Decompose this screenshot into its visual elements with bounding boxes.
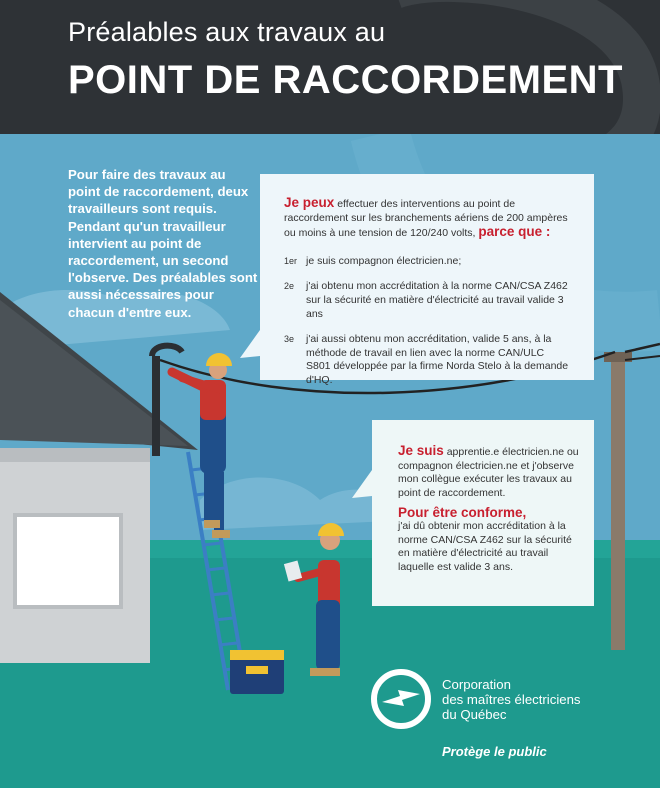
box2-text1: apprentie.e électricien.ne ou compagnon électricien.ne et j'observe mon collègue exécuter les travaux au point de raccordement.: [398, 446, 579, 499]
logo-line-2: des maîtres électriciens: [442, 692, 581, 707]
box1-lead: [284, 196, 570, 241]
list-item-text: j'ai obtenu mon accréditation à la norme CAN/CSA Z462 sur la sécurité en matière d'électricité au travail valide 3 ans: [306, 280, 568, 320]
speech-box-compagnon: [260, 174, 594, 386]
list-item-number: 3e: [284, 334, 295, 345]
tagline: Protège le public: [442, 744, 547, 759]
box2-accent1: Je suis: [398, 443, 444, 458]
logo-line-1: Corporation: [442, 677, 511, 692]
list-item: [284, 333, 570, 387]
list-item-number: 2e: [284, 281, 295, 292]
title-top: Préalables aux travaux au: [68, 17, 386, 47]
speech-box-apprenti: [372, 420, 594, 606]
box2-p1: [398, 444, 584, 500]
cmeq-logo-icon: [370, 668, 432, 730]
box2-text2: j'ai dû obtenir mon accréditation à la norme CAN/CSA Z462 sur la sécurité en matière d'électricité au travail laquelle est valide 3 ans.: [398, 519, 572, 573]
box1-lead-text: effectuer des interventions au point de raccordement sur les branchements aériens de 200 ampères ou moins à une tension de 120/240 volts,: [284, 198, 568, 240]
box1-list: [284, 255, 570, 388]
box2-accent2: Pour être conforme,: [398, 505, 527, 521]
list-item: [284, 280, 570, 321]
list-item-text: j'ai aussi obtenu mon accréditation, valide 5 ans, à la méthode de travail en lien avec la norme CAN/ULC S801 développée par la firme Norda Stelo à la demande d'HQ.: [306, 333, 569, 386]
speech-tail-2: [352, 470, 376, 500]
list-item-text: je suis compagnon électricien.ne;: [306, 254, 462, 267]
logo-text: [442, 677, 581, 722]
list-item-number: 1er: [284, 255, 298, 266]
box1-accent: Je peux: [284, 195, 335, 210]
logo-line-3: du Québec: [442, 707, 507, 722]
box2-p2: [398, 506, 584, 574]
speech-tail-1: [240, 330, 264, 360]
list-item: [284, 255, 570, 269]
header-banner: [0, 0, 660, 134]
box1-accent2: parce que :: [478, 224, 551, 240]
intro-text: Pour faire des travaux au point de raccordement, deux travailleurs sont requis. Pendant qu'un travailleur intervient au point de raccordement, un second l'observe. Des préalables sont aussi nécessaires pour chacun d'entre eux.: [68, 167, 258, 320]
title-main: POINT DE RACCORDEMENT: [68, 58, 623, 102]
